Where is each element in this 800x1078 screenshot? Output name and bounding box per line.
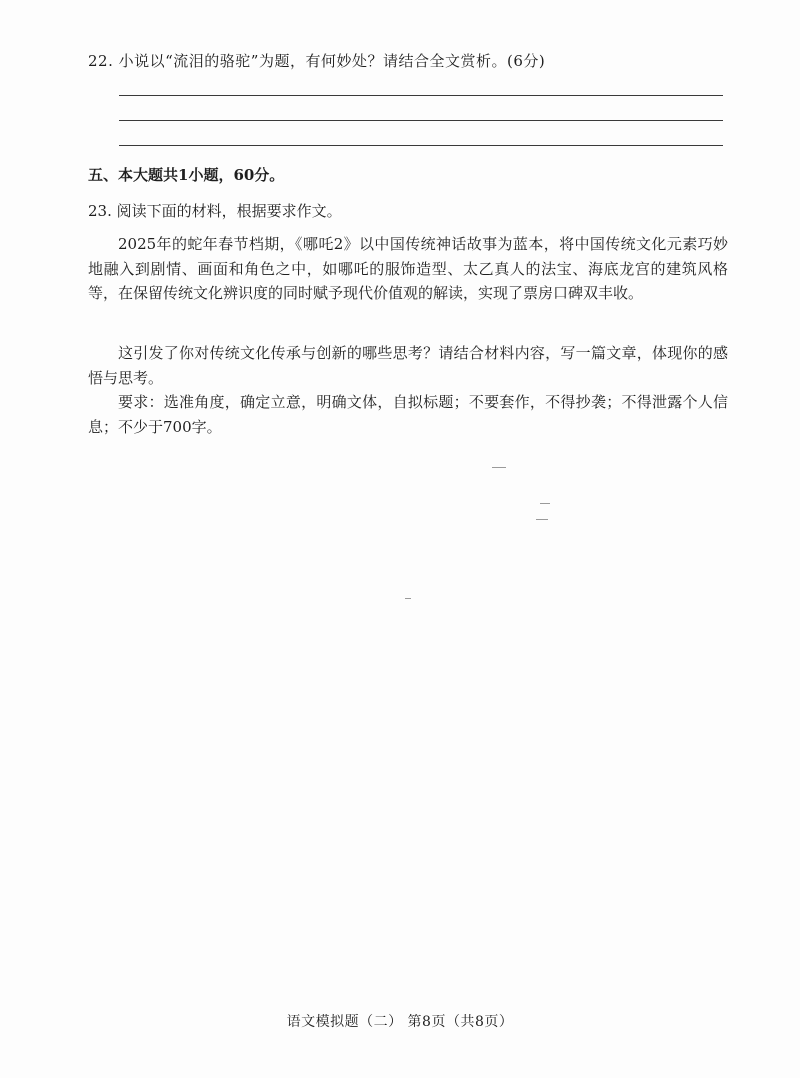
scan-speck [540, 503, 550, 504]
question-23-material: 2025年的蛇年春节档期，《哪吒2》以中国传统神话故事为蓝本，将中国传统文化元素巧妙地融入到剧情、画面和角色之中，如哪吒的服饰造型、太乙真人的法宝、海底龙宫的建筑风格等，在保留传统文化辨识度的同时赋予现代价值观的解读，实现了票房口碑双丰收。 [88, 235, 728, 302]
question-23-intro: 23. 阅读下面的材料，根据要求作文。 [88, 202, 342, 220]
answer-line [119, 95, 723, 96]
scan-speck [492, 467, 506, 468]
question-23-prompt: 这引发了你对传统文化传承与创新的哪些思考？请结合材料内容，写一篇文章，体现你的感悟与思考。 [88, 344, 728, 387]
scan-speck [405, 598, 411, 599]
answer-line [119, 120, 723, 121]
scan-speck [536, 519, 548, 520]
section-five-heading: 五、本大题共1小题，60分。 [88, 166, 285, 184]
answer-line [119, 145, 723, 146]
page-footer: 语文模拟题（二） 第8页（共8页） [286, 1014, 514, 1030]
question-22: 22. 小说以“流泪的骆驼”为题，有何妙处？请结合全文赏析。(6分) [88, 52, 546, 70]
question-23-requirements: 要求：选准角度，确定立意，明确文体，自拟标题；不要套作，不得抄袭；不得泄露个人信息；不少于700字。 [88, 393, 728, 436]
